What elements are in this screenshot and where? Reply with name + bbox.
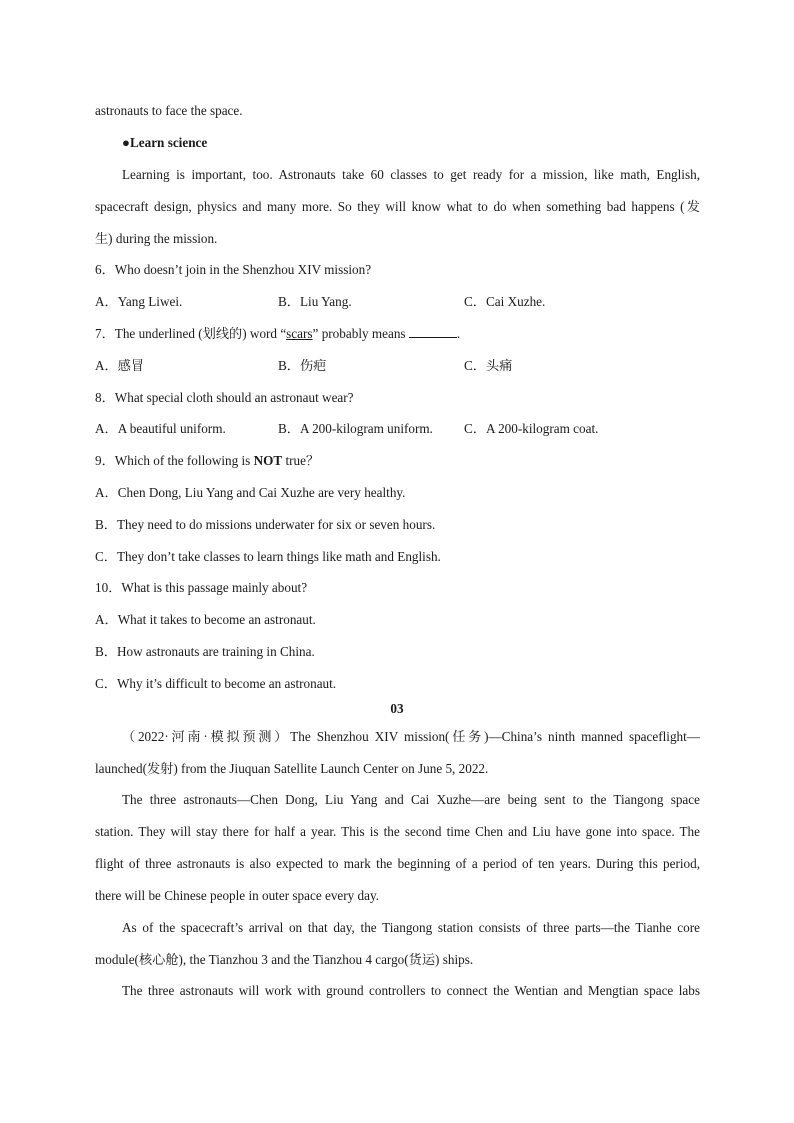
question-9-option-a: A．Chen Dong, Liu Yang and Cai Xuzhe are very healthy. [95, 485, 406, 500]
question-8-option-a: A．A beautiful uniform. [95, 421, 226, 436]
passage-number: 03 [390, 701, 404, 716]
question-6-option-c: C．Cai Xuzhe. [464, 294, 546, 309]
question-7-stem-after: ” probably means [312, 326, 406, 341]
answer-blank [409, 325, 457, 338]
passage-p1-line-1: （2022·河南·模拟预测）The Shenzhou XIV mission(任务)—China’s ninth manned spaceflight— [122, 729, 700, 744]
question-9-stem-after: true？ [282, 453, 320, 468]
question-8-stem: 8．What special cloth should an astronaut wear? [95, 390, 354, 405]
learning-paragraph-line-3: 生) during the mission. [95, 231, 218, 246]
question-7-stem-before: 7．The underlined (划线的) word “ [95, 326, 287, 341]
passage-p1-line-2: launched(发射) from the Jiuquan Satellite Launch Center on June 5, 2022. [95, 761, 489, 776]
question-6-option-a: A．Yang Liwei. [95, 294, 183, 309]
intro-tail: astronauts to face the space. [95, 103, 243, 118]
question-9-stem [95, 452, 319, 470]
passage-p3-line-1: As of the spacecraft’s arrival on that day, the Tiangong station consists of three parts—the Tianhe core [122, 920, 700, 935]
passage-p2-line-1: The three astronauts—Chen Dong, Liu Yang and Cai Xuzhe—are being sent to the Tiangong space [122, 792, 700, 807]
question-10-stem: 10．What is this passage mainly about? [95, 580, 308, 595]
question-9-emphasis: NOT [253, 453, 283, 468]
passage-p3-line-2: module(核心舱), the Tianzhou 3 and the Tianzhou 4 cargo(货运) ships. [95, 952, 474, 967]
passage-p2-line-2: station. They will stay there for half a year. This is the second time Chen and Liu have gone into space. The [95, 824, 700, 839]
question-7-stem [95, 325, 460, 343]
underlined-word: scars [286, 326, 313, 341]
question-6-stem: 6．Who doesn’t join in the Shenzhou XIV mission? [95, 262, 372, 277]
section-heading: ●Learn science [122, 135, 208, 150]
learning-paragraph-line-2: spacecraft design, physics and many more. So they will know what to do when something bad happens (发 [95, 199, 700, 214]
question-9-option-c: C．They don’t take classes to learn things like math and English. [95, 549, 441, 564]
question-7-stem-end: . [456, 326, 461, 341]
question-9-stem-before: 9．Which of the following is [95, 453, 254, 468]
question-6-option-b: B．Liu Yang. [278, 294, 352, 309]
learning-paragraph-line-1: Learning is important, too. Astronauts take 60 classes to get ready for a mission, like math, English, [122, 167, 700, 182]
passage-p2-line-3: flight of three astronauts is also expected to mark the beginning of a period of ten years. During this period, [95, 856, 700, 871]
question-7-option-a: A．感冒 [95, 358, 145, 373]
question-10-option-c: C．Why it’s difficult to become an astronaut. [95, 676, 337, 691]
question-8-option-b: B．A 200-kilogram uniform. [278, 421, 433, 436]
question-7-option-c: C．头痛 [464, 358, 513, 373]
passage-p2-line-4: there will be Chinese people in outer space every day. [95, 888, 380, 903]
question-10-option-a: A．What it takes to become an astronaut. [95, 612, 316, 627]
question-9-option-b: B．They need to do missions underwater for six or seven hours. [95, 517, 436, 532]
question-7-option-b: B．伤疤 [278, 358, 327, 373]
question-10-option-b: B．How astronauts are training in China. [95, 644, 315, 659]
question-8-option-c: C．A 200-kilogram coat. [464, 421, 599, 436]
passage-p4-line-1: The three astronauts will work with ground controllers to connect the Wentian and Mengtian space labs [122, 983, 700, 998]
